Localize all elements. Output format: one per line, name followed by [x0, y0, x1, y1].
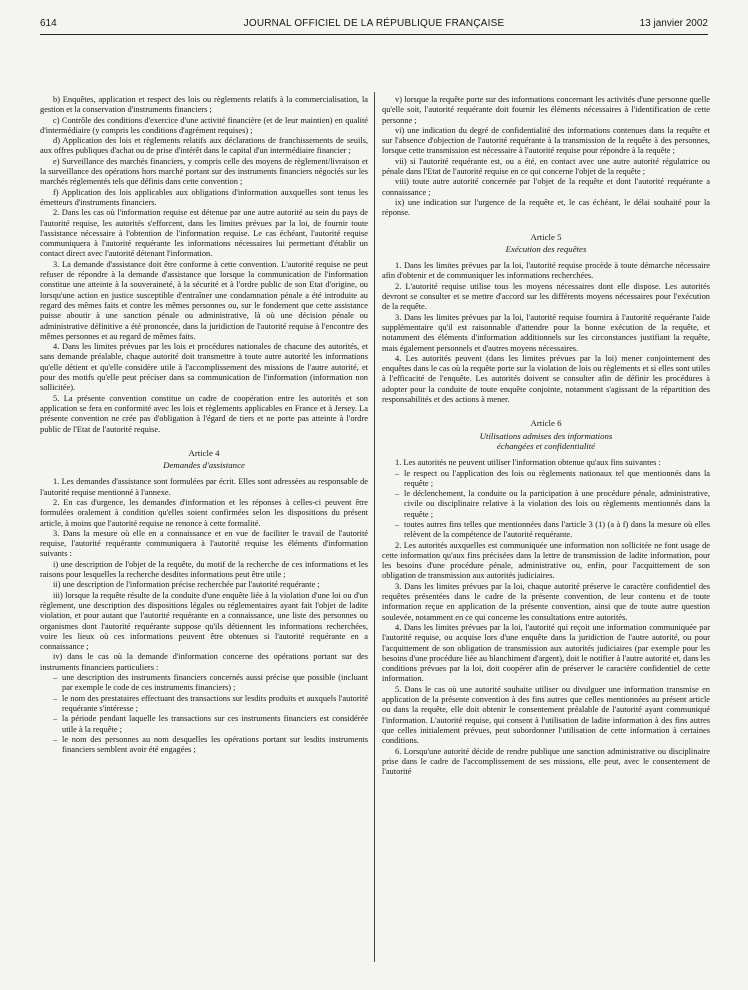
list-item: – le respect ou l'application des lois ou règlements nationaux tel que mentionnés dans la requête ; [404, 469, 710, 490]
subtitle-line: Utilisations admises des informations [479, 430, 613, 441]
paragraph: d) Application des lois et règlements relatifs aux déclarations de franchissements de seuils, aux offres publiques d'achat ou de prise d'intérêt dans le capital d'un intermédiaire financier ; [40, 136, 368, 156]
list-item: – la période pendant laquelle les transactions sur ces instruments financiers est considérée utile à la requête ; [62, 714, 368, 735]
list-item: – le nom des prestataires effectuant des transactions sur lesdits produits et auxquels l'autorité requérante s'intéresse ; [62, 694, 368, 715]
paragraph: i) une description de l'objet de la requête, du motif de la recherche de ces informations et les raisons pour lesquelles la recherche desdites informations peut être utile ; [40, 559, 368, 580]
list-item: – le déclenchement, la conduite ou la participation à une procédure pénale, administrative, civile ou disciplinaire relative à la violation des lois ou règlements mentionnés dans la requête ; [404, 489, 710, 520]
paragraph: 1. Dans les limites prévues par la loi, l'autorité requise procède à toute démarche nécessaire afin d'obtenir et de communiquer les informations recherchées. [382, 261, 710, 281]
paragraph: 5. Dans le cas où une autorité souhaite utiliser ou divulguer une information transmise en application de la présente convention à des fins autres que celles mentionnées au présent article ou dans la requête, elle doit obtenir le consentement préalable de l'autorité ayant communiqué l'information. L'autorité requise, qui consent à l'utilisation de ladite information à des fins autres que celles initialement prévues, peut subordonner l'utilisation de cette information à certaines conditions. [382, 684, 710, 746]
paragraph: 2. Les autorités auxquelles est communiquée une information non sollicitée ne font usage de cette information qu'aux fins précisées dans la lettre de transmission de ladite information, pour les besoins d'une procédure pénale, administrative ou, enfin, pour l'acquittement de son obligation de transmission aux autorités judiciaires. [382, 540, 710, 581]
paragraph: ix) une indication sur l'urgence de la requête et, le cas échéant, le délai souhaité pour la réponse. [382, 197, 710, 218]
right-column [382, 95, 710, 983]
paragraph: 2. En cas d'urgence, les demandes d'information et les réponses à celles-ci peuvent être formulées oralement à condition qu'elles soient confirmées selon les dispositions du présent article, à moins que l'autorité requise ne renonce à cette formalité. [40, 497, 368, 528]
left-column [40, 95, 368, 983]
paragraph: vi) une indication du degré de confidentialité des informations contenues dans la requête et sur l'absence d'objection de l'autorité requérante à la transmission de la requête à des personnes, lorsque cette transmission est nécessaire à l'autorité requise pour répondre à la requête ; [382, 125, 710, 156]
article-6-subtitle [382, 431, 710, 452]
paragraph: 3. Dans les limites prévues par la loi, chaque autorité préserve le caractère confidentiel des requêtes présentées dans le cadre de la présente convention, de leur contenu et de toute information reçue en application de la présente convention, ainsi que de toute autre question soulevée, notamment en ce qui concerne les consultations entre autorités. [382, 581, 710, 622]
paragraph: iv) dans le cas où la demande d'information concerne des opérations portant sur des instruments financiers particuliers : [40, 652, 368, 672]
instrument-list [40, 673, 368, 755]
paragraph: 2. Dans les cas où l'information requise est détenue par une autre autorité au sein du pays de l'autorité requise, les autorités s'efforcent, dans les limites prévues par la loi, de fournir toute l'assistance nécessaire à l'obtention de l'information requise. Le cas échéant, l'autorité requise communiquera à l'autorité requérante les informations nécessaires lui permettant d'établir un contact direct avec l'autorité détenant l'information. [40, 208, 368, 259]
paragraph: viii) toute autre autorité concernée par l'objet de la requête et dont l'autorité requérante a connaissance ; [382, 177, 710, 197]
publication-date: 13 janvier 2002 [639, 18, 708, 29]
article-4-title: Article 4 [188, 447, 220, 458]
list-item: – une description des instruments financiers concernés aussi précise que possible (incluant par exemple le code de ces instruments financiers) ; [62, 673, 368, 694]
list-item: – toutes autres fins telles que mentionnées dans l'article 3 (1) (a à f) dans la mesure où elles relèvent de la compétence de l'autorité requérante. [404, 520, 710, 541]
paragraph: 2. L'autorité requise utilise tous les moyens nécessaires dont elle dispose. Les autorités devront se consulter et se mettre d'accord sur les différents moyens nécessaires pour l'exécution de la requête. [382, 281, 710, 312]
paragraph: f) Application des lois applicables aux obligations d'information auxquelles sont tenus les émetteurs d'instruments financiers. [40, 187, 368, 207]
subtitle-line: échangées et confidentialité [496, 440, 596, 451]
paragraph: 3. La demande d'assistance doit être conforme à cette convention. L'autorité requise ne peut refuser de répondre à la demande d'assistance que lorsque la communication de l'information constitue une atteinte à la souveraineté, à la sécurité et à l'ordre public de son Etat d'origine, ou lorsqu'une action en justice susceptible d'entraîner une condamnation pénale a été introduite au regard des mêmes faits et contre les mêmes personnes ou, sur le fondement que cette assistance puisse aboutir à une sanction pénale ou administrative, là où une décision pénale ou administrative définitive a été prononcée, dans la juridiction de l'autorité requise à l'encontre des mêmes personnes et au regard de mêmes faits. [40, 259, 368, 341]
page-header [40, 18, 708, 32]
paragraph: 3. Dans les limites prévues par la loi, l'autorité requise fournira à l'autorité requérante l'aide supplémentaire qu'il est raisonnable d'attendre pour la bonne exécution de la requête, et notamment des éléments d'information additionnels sur les circonstances justifiant la requête, mais également personnels et d'autres moyens nécessaires. [382, 312, 710, 353]
journal-title: JOURNAL OFFICIEL DE LA RÉPUBLIQUE FRANÇAISE [243, 18, 505, 29]
paragraph: 6. Lorsqu'une autorité décide de rendre publique une sanction administrative ou disciplinaire prise dans le cadre de l'accomplissement de ses missions, elle peut, avec le consentement de l'autorité [382, 746, 710, 777]
paragraph: 4. Dans les limites prévues par la loi, l'autorité qui reçoit une information communiquée par l'autorité requise, ou acquise lors d'une enquête dans la juridiction de l'autre autorité, ou pour l'acquittement de son obligation de transmission aux autorités judiciaires (par exemple pour les besoins d'une procédure liée au blanchiment d'argent), doit le notifier à l'autre autorité et, dans les conditions prévues par la loi, doit coopérer afin de préserver le caractère confidentiel de cette information. [382, 622, 710, 684]
purpose-list [382, 469, 710, 541]
paragraph: ii) une description de l'information précise recherchée par l'autorité requérante ; [53, 580, 320, 590]
list-item: – le nom des personnes au nom desquelles les opérations portant sur lesdits instruments financiers semblent avoir été engagées ; [62, 735, 368, 756]
paragraph: vii) si l'autorité requérante est, ou a été, en contact avec une autre autorité régulatrice ou pénale dans l'Etat de l'autorité requise en ce qui concerne l'objet de la requête ; [382, 156, 710, 177]
page-number: 614 [40, 18, 57, 29]
paragraph: v) lorsque la requête porte sur des informations concernant les activités d'une personne quelle qu'elle soit, l'autorité requérante doit fournir les éléments nécessaires à l'identification de cette personne ; [382, 95, 710, 125]
article-5-title: Article 5 [530, 231, 562, 242]
article-4-subtitle: Demandes d'assistance [163, 460, 245, 471]
paragraph: b) Enquêtes, application et respect des lois ou règlements relatifs à la commercialisation, la gestion et la conservation d'instruments financiers ; [40, 95, 368, 115]
paragraph: 1. Les demandes d'assistance sont formulées par écrit. Elles sont adressées au responsable de l'autorité requise mentionné à l'annexe. [40, 477, 368, 497]
paragraph: 4. Les autorités peuvent (dans les limites prévues par la loi) mener conjointement des enquêtes dans le cas où la requête porte sur la violation de lois ou règlements et si elles sont utiles à l'efficacité de l'enquête. Les autorités doivent se consulter afin de définir les procédures à adopter pour la conduite de toute enquête conjointe, notamment s'agissant de la répartition des responsabilités et des actions à mener. [382, 353, 710, 405]
header-rule [40, 34, 708, 35]
paragraph: 4. Dans les limites prévues par les lois et procédures nationales de chacune des autorités, et sans demande préalable, chaque autorité doit transmettre à toute autre autorité les informations qu'elle détient et qu'elle considère utile à l'accomplissement des missions de l'autre autorité, et pour des motifs qu'elle peut préciser dans sa communication de l'information (information non sollicitée). [40, 342, 368, 393]
paragraph: e) Surveillance des marchés financiers, y compris celle des moyens de règlement/livraison et la surveillance des opérations hors marché portant sur des instruments financiers négociés sur les marchés réglementés tels que définis dans cette convention ; [40, 156, 368, 187]
paragraph: c) Contrôle des conditions d'exercice d'une activité financière (et de leur maintien) en qualité d'intermédiaire (y compris les conditions d'agrément requises) ; [40, 115, 368, 135]
article-5-subtitle: Exécution des requêtes [505, 243, 587, 254]
paragraph: 3. Dans la mesure où elle en a connaissance et en vue de faciliter le travail de l'autorité requise, l'autorité requérante communiquera à l'autorité requise les éléments d'information suivants : [40, 528, 368, 559]
paragraph: 5. La présente convention constitue un cadre de coopération entre les autorités et son application se fera en conformité avec les lois et règlements applicables en France et à Jersey. La présente convention ne crée pas d'obligation à l'égard de tiers et ne porte pas atteinte à l'ordre public de l'Etat de l'autorité requise. [40, 393, 368, 434]
column-divider [374, 92, 375, 962]
paragraph: iii) lorsque la requête résulte de la conduite d'une enquête liée à la violation d'une loi ou d'un règlement, une description des dispositions légales ou réglementaires ayant fait l'objet de ladite violation, et pour autant que l'autorité requérante en a connaissance, une liste des personnes ou organismes dont l'autorité requérante suppose qu'ils détiennent les informations recherchées, voire les lieux où ces informations peuvent être obtenues si l'autorité requérante en a connaissance ; [40, 590, 368, 652]
paragraph: 1. Les autorités ne peuvent utiliser l'information obtenue qu'aux fins suivantes : [395, 458, 661, 468]
article-6-title: Article 6 [530, 418, 562, 429]
